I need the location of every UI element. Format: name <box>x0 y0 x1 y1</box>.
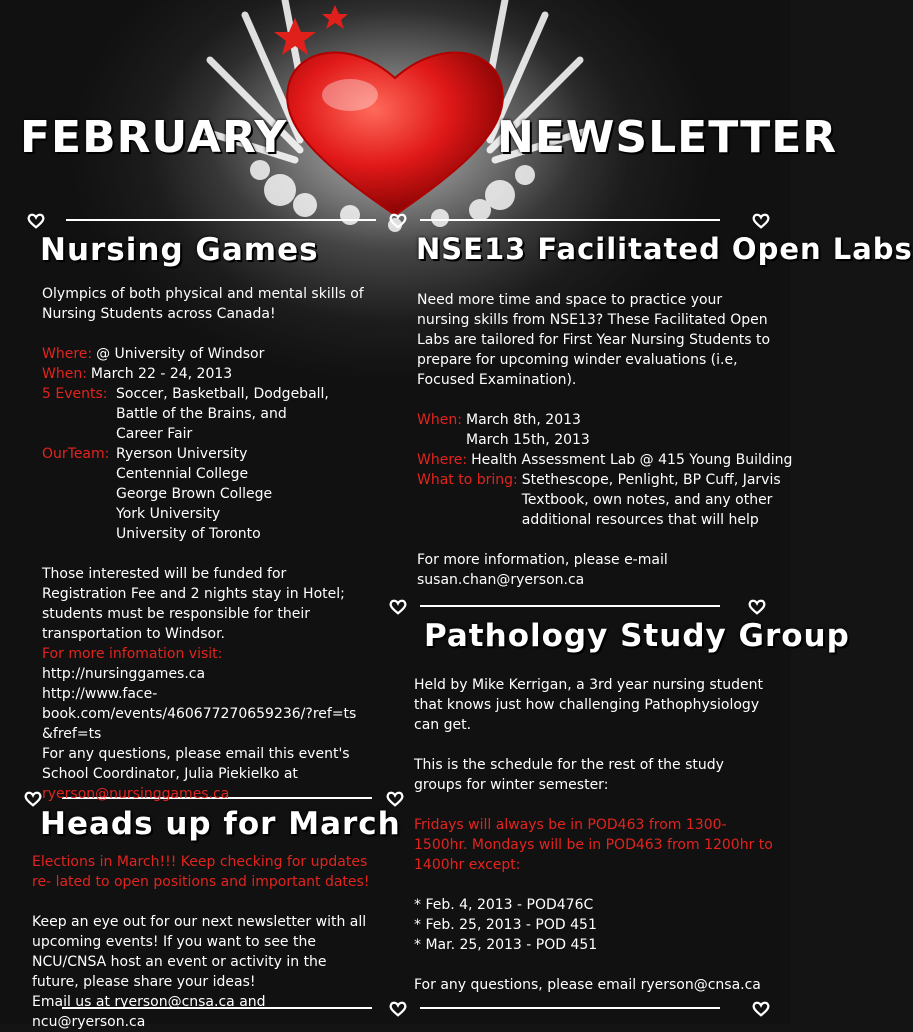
heads-up-body <box>32 852 372 1032</box>
team-item: George Brown College <box>116 486 273 502</box>
event-item: Battle of the Brains, and <box>116 406 287 422</box>
section-title-heads-up: Heads up for March <box>40 806 401 842</box>
labs-when-label: When: <box>417 412 462 428</box>
heart-icon <box>752 212 770 230</box>
events-label: 5 Events: <box>42 386 108 402</box>
labs-date: March 8th, 2013 <box>466 412 581 428</box>
nursing-games-body <box>42 284 372 804</box>
labs-date: March 15th, 2013 <box>466 432 590 448</box>
where-value: @ University of Windsor <box>96 346 265 362</box>
pathology-body <box>414 675 774 995</box>
heart-icon <box>27 212 45 230</box>
section-title-pathology: Pathology Study Group <box>424 618 850 654</box>
where-label: Where: <box>42 346 93 362</box>
heart-icon <box>389 212 407 230</box>
event-item: Career Fair <box>116 426 193 442</box>
team-item: University of Toronto <box>116 526 261 542</box>
pathology-intro: Held by Mike Kerrigan, a 3rd year nursing student that knows just how challenging Pathophysiology can get. <box>414 677 764 733</box>
open-labs-intro: Need more time and space to practice your nursing skills from NSE13? These Facilitated Open Labs are tailored for First Year Nursing Students to prepare for upcoming winder evaluations (i.e, Focused Examination). <box>417 292 771 388</box>
schedule-details: Fridays will always be in POD463 from 1300-1500hr. Mondays will be in POD463 from 1200hr to 1400hr except: <box>414 817 773 873</box>
divider <box>420 1007 720 1009</box>
elections-alert: Elections in March!!! Keep checking for updates re- lated to open positions and important dates! <box>32 854 370 890</box>
link-part: book.com/events/460677270659236/?ref=ts <box>42 706 357 722</box>
section-title-open-labs: NSE13 Facilitated Open Labs <box>416 232 913 266</box>
team-label: OurTeam: <box>42 446 110 462</box>
heads-up-email: Email us at ryerson@cnsa.ca and ncu@ryerson.ca <box>32 994 266 1030</box>
bring-item: additional resources that will help <box>521 512 759 528</box>
divider <box>420 605 720 607</box>
funding-text: Those interested will be funded for Registration Fee and 2 nights stay in Hotel; students must be responsible for their transportation to Windsor. <box>42 566 345 642</box>
pathology-contact: For any questions, please email ryerson@cnsa.ca <box>414 977 761 993</box>
exception-item: * Feb. 25, 2013 - POD 451 <box>414 917 597 933</box>
coordinator-email-link[interactable]: ryerson@nursinggames.ca <box>42 786 230 802</box>
link-part: http://www.face- <box>42 686 158 702</box>
nursing-games-intro: Olympics of both physical and mental skills of Nursing Students across Canada! <box>42 286 364 322</box>
heart-icon <box>748 598 766 616</box>
heads-up-text: Keep an eye out for our next newsletter with all upcoming events! If you want to see the NCU/CNSA host an event or activity in the future, please share your ideas! <box>32 914 367 990</box>
open-labs-body <box>417 290 793 590</box>
team-item: York University <box>116 506 221 522</box>
labs-where-value: Health Assessment Lab @ 415 Young Building <box>471 452 793 468</box>
header-title-left: FEBRUARY <box>20 112 288 163</box>
divider <box>420 219 720 221</box>
when-label: When: <box>42 366 87 382</box>
more-info-label: For more infomation visit: <box>42 646 223 662</box>
questions-text: For any questions, please email this event's School Coordinator, Julia Piekielko at <box>42 746 350 782</box>
labs-contact: For more information, please e-mail <box>417 552 668 568</box>
nursinggames-link[interactable]: http://nursinggames.ca <box>42 666 206 682</box>
section-title-nursing-games: Nursing Games <box>40 232 319 268</box>
divider <box>66 219 376 221</box>
heart-icon <box>389 1000 407 1018</box>
labs-where-label: Where: <box>417 452 468 468</box>
team-item: Centennial College <box>116 466 249 482</box>
event-item: Soccer, Basketball, Dodgeball, <box>116 386 329 402</box>
header-title-right: NEWSLETTER <box>497 112 838 163</box>
labs-email-link[interactable]: susan.chan@ryerson.ca <box>417 572 585 588</box>
team-item: Ryerson University <box>116 446 248 462</box>
exception-item: * Feb. 4, 2013 - POD476C <box>414 897 594 913</box>
link-part: &fref=ts <box>42 726 102 742</box>
exception-item: * Mar. 25, 2013 - POD 451 <box>414 937 598 953</box>
when-value: March 22 - 24, 2013 <box>90 366 233 382</box>
schedule-intro: This is the schedule for the rest of the study groups for winter semester: <box>414 757 724 793</box>
heart-icon <box>752 1000 770 1018</box>
heart-icon <box>389 598 407 616</box>
bring-item: Stethescope, Penlight, BP Cuff, Jarvis <box>521 472 781 488</box>
facebook-event-link[interactable] <box>42 684 372 744</box>
bring-item: Textbook, own notes, and any other <box>521 492 773 508</box>
labs-bring-label: What to bring: <box>417 472 518 488</box>
